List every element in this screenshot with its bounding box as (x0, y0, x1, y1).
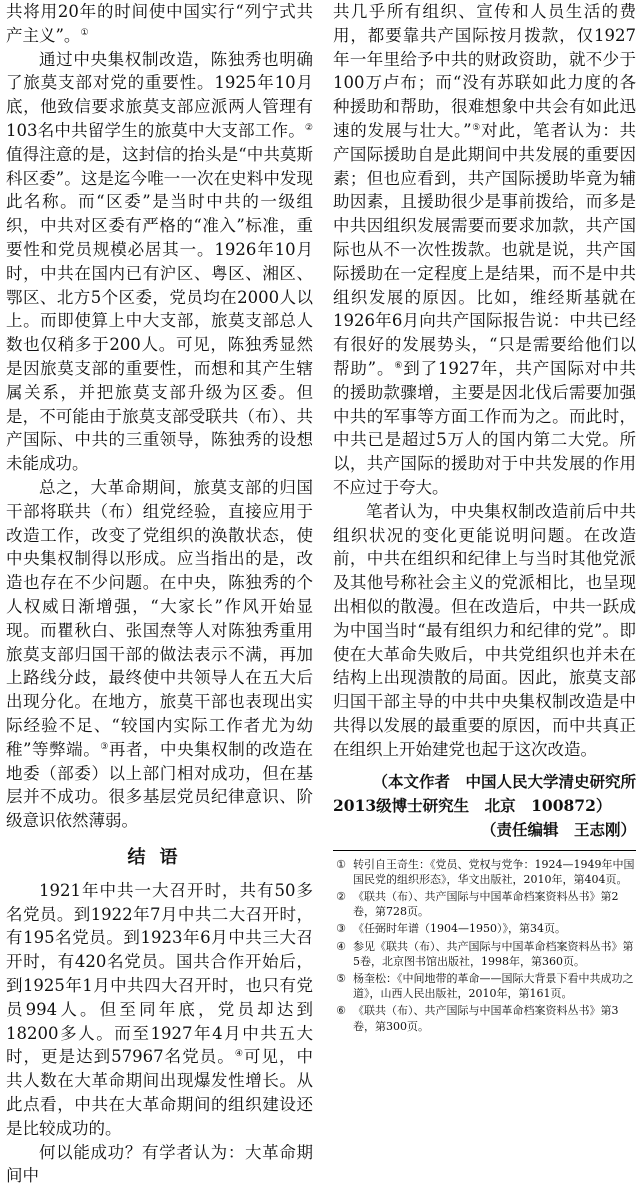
footnote (333, 971, 636, 1001)
paragraph-continued: 共将用20年的时间使中国实行“列宁式共产主义”。① (6, 2, 313, 45)
left-column (6, 0, 313, 1188)
footnote-text: 《联共（布）、共产国际与中国革命档案资料丛书》第3卷，第300页。 (353, 1004, 619, 1033)
footnote-ref-1[interactable]: ① (80, 27, 89, 38)
author-line-2: 2013级博士研究生 北京 100872） (333, 795, 612, 815)
footnote-list (333, 857, 636, 1034)
footnote-mark: ⑤ (336, 971, 346, 985)
author-line-1: （本文作者 中国人民大学清史研究所 (372, 771, 636, 791)
paragraph-comintern-aid: 共几乎所有组织、宣传和人员生活的费用，都要靠共产国际按月拨款，仅1927年一年里给予中共的财政资助，就不少于100万卢布；而“没有苏联如此力度的各种援助和帮助，很难想象中共会有如此迅速的发展与壮大。”⑤对此，笔者认为：共产国际援助自是此期间中共发展的重要因素；但也应看到，共产国际援助毕竟为辅助因素，且援助很少是事前拨给，而多是中共因组织发展需要而要求加款，共产国际也从不一次性拨款。也就是说，共产国际援助在一定程度上是结果，而不是中共组织发展的原因。比如，维经斯基就在1926年6月向共产国际报告说：中共已经有很好的发展势头，“只是需要给他们以帮助”。⑥到了1927年，共产国际对中共的援助款骤增，主要是因北伐后需要加强中共的军事等方面工作而为之。而此时，中共已是超过5万人的国内第二大党。所以，共产国际的援助对于中共发展的作用不应过于夸大。 (333, 2, 636, 497)
footnote (333, 1003, 636, 1033)
paragraph-membership-growth: 1921年中共一大召开时，共有50多名党员。到1922年7月中共二大召开时，有195名党员。到1923年6月中共三大召开时，有420名党员。国共合作开始后，到1925年1月中共四大召开时，也只有党员994人。但至同年底，党员却达到18200多人。而至1927年4月中共五大时，更是达到57967名党员。④可见，中共人数在大革命期间出现爆发性增长。从此点看，中共在大革命期间的组织建设还是比较成功的。 (6, 880, 314, 1138)
author-info (333, 770, 636, 842)
editor-credit: （责任编辑 王志刚） (480, 819, 636, 839)
footnote-text: 杨奎松：《中间地带的革命——国际大背景下看中共成功之道》，山西人民出版社，2010年，第161页。 (353, 971, 634, 1001)
footnote-text: 《任弼时年谱（1904—1950）》，第34页。 (353, 922, 566, 936)
footnote-text: 《联共（布）、共产国际与中国革命档案资料丛书》第2卷，第728页。 (353, 889, 619, 919)
footnote (333, 889, 636, 919)
footnote-text: 转引自王奇生：《党员、党权与党争：1924—1949年中国国民党的组织形态》，华文出版社，2010年，第404页。 (353, 857, 635, 886)
section-heading: 结语 (127, 846, 192, 868)
footnote-ref-4[interactable]: ④ (234, 1049, 244, 1060)
footnote-mark: ③ (336, 922, 346, 936)
paragraph-leadership-letter: 通过中央集权制改造，陈独秀也明确了旅莫支部对党的重要性。1925年10月底，他致信要求旅莫支部应派两人管理有103名中共留学生的旅莫中大支部工作。②值得注意的是，这封信的抬头是“中共莫斯科区委”。这是迄今唯一一次在史料中发现此名称。而“区委”是当时中共的一级组织，中共对区委有严格的“准入”标准，重要性和党员规模必居其一。1926年10月时，中共在国内已有沪区、粤区、湘区、鄂区、北方5个区委，党员均在2000人以上。而即使算上中大支部，旅莫支部总人数也仅稍多于200人。可见，陈独秀显然是因旅莫支部的重要性，而想和其产生辖属关系，并把旅莫支部升级为区委。但是，不可能由于旅莫支部受联共（布）、共产国际、中共的三重领导，陈独秀的设想未能成功。 (6, 49, 313, 474)
footnote-ref-6[interactable]: ⑥ (394, 360, 404, 371)
footnote (333, 857, 636, 887)
footnote-divider (333, 850, 636, 851)
footnote-ref-5[interactable]: ⑤ (471, 122, 482, 133)
footnote-mark: ④ (336, 939, 346, 953)
paragraph-summary: 总之，大革命期间，旅莫支部的归国干部将联共（布）组党经验，直接应用于改造工作，改变了党组织的涣散状态，使中央集权制得以形成。应当指出的是，改造也存在不少问题。在中央，陈独秀的个人权威日渐增强，“大家长”作风开始显现。而瞿秋白、张国焘等人对陈独秀重用旅莫支部归国干部的做法表示不满，再加上路线分歧，最终使中共领导人在五大后出现分化。在地方，旅莫干部也表现出实际经验不足、“较国内实际工作者尤为幼稚”等弊端。③再者，中央集权制的改造在地委（部委）以上部门相对成功，但在基层并不成功。很多基层党员纪律意识、阶级意识依然薄弱。 (6, 477, 313, 831)
footnote-text: 参见《联共（布）、共产国际与中国革命档案资料丛书》第5卷，北京图书馆出版社，1998年，第360页。 (353, 939, 634, 968)
footnote-mark: ② (336, 889, 346, 903)
paragraph-question: 何以能成功？有学者认为：大革命期间中 (6, 1142, 313, 1186)
footnote-ref-3[interactable]: ③ (100, 741, 109, 752)
paragraph-conclusion: 笔者认为，中央集权制改造前后中共组织状况的变化更能说明问题。在改造前，中共在组织和纪律上与当时其他党派及其他号称社会主义的党派相比，也呈现出相似的散漫。但在改造后，中共一跃成为中国当时“最有组织力和纪律的党”。即使在大革命失败后，中共党组织也并未在结构上出现溃散的局面。因此，旅莫支部归国干部主导的中共中央集权制改造是中共得以发展的最重要的原因，而中共真正在组织上开始建党也起于这次改造。 (333, 501, 636, 759)
right-column (333, 0, 636, 1034)
footnote-mark: ① (336, 857, 346, 871)
footnote (333, 939, 636, 969)
footnote (333, 921, 636, 936)
footnote-ref-2[interactable]: ② (304, 122, 313, 133)
footnote-mark: ⑥ (336, 1004, 346, 1018)
